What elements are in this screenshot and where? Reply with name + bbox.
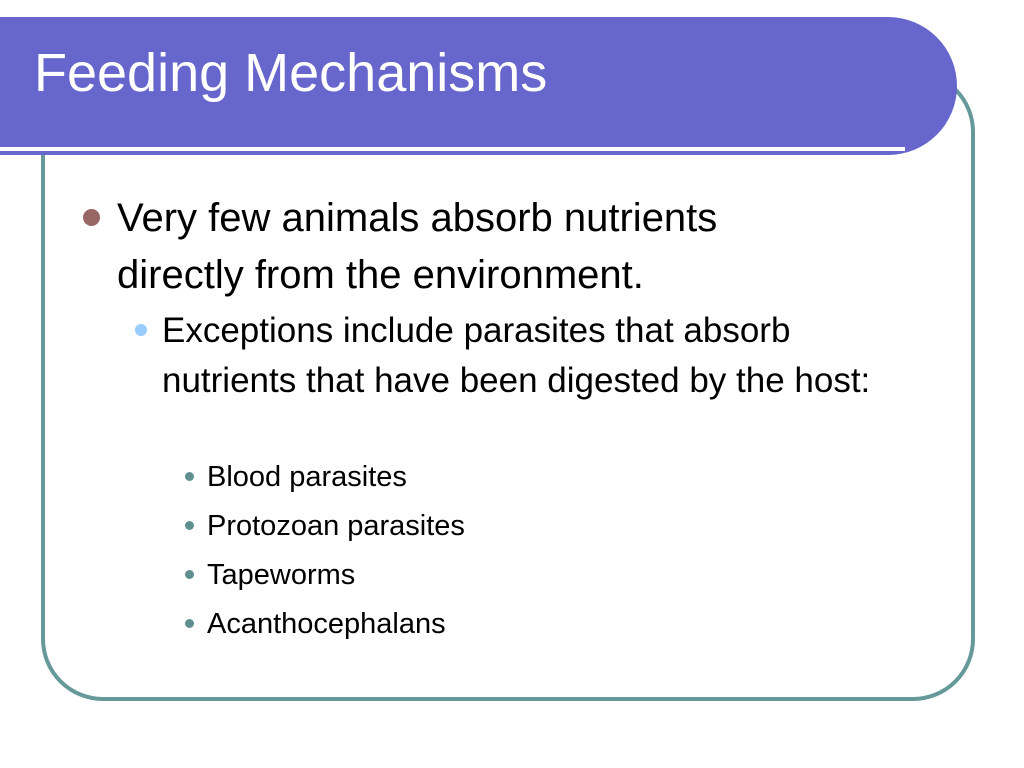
bullet-text: Protozoan parasites: [207, 510, 465, 542]
bullet-dot-icon: [185, 521, 194, 530]
bullet-level3: [207, 553, 807, 597]
bullet-dot-icon: [185, 619, 194, 628]
bullet-text: Very few animals absorb nutrients directly from the environment.: [117, 196, 718, 297]
bullet-dot-icon: [83, 209, 100, 226]
bullet-text: Tapeworms: [207, 559, 356, 591]
bullet-level3: [207, 455, 807, 499]
bullet-dot-icon: [185, 570, 194, 579]
bullet-level2: [162, 306, 902, 406]
bullet-dot-icon: [135, 324, 147, 336]
bullet-text: Exceptions include parasites that absorb nutrients that have been digested by the host:: [162, 311, 871, 400]
bullet-level3: [207, 504, 807, 548]
slide-title: Feeding Mechanisms: [34, 43, 548, 103]
bullet-level1: [117, 190, 837, 304]
bullet-dot-icon: [185, 472, 194, 481]
bullet-text: Acanthocephalans: [207, 608, 446, 640]
title-underline: [0, 147, 905, 151]
bullet-text: Blood parasites: [207, 461, 407, 493]
bullet-level3: [207, 602, 807, 646]
